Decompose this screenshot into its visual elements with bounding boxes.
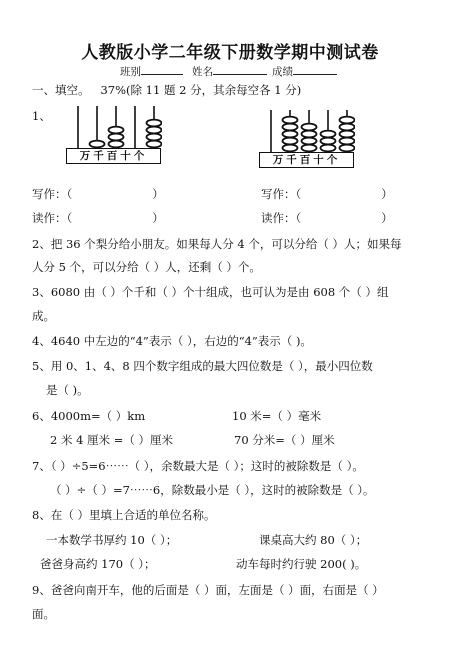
abacus-right xyxy=(259,108,355,170)
abacus-right-bead xyxy=(283,131,298,138)
abacus-right-bead xyxy=(302,124,317,131)
abacus-right-bead xyxy=(302,131,317,138)
section-heading xyxy=(32,82,301,98)
abacus-left-bead xyxy=(147,141,162,148)
abacus-left-bead xyxy=(90,141,105,148)
q5-line1: 5、用 0、1、4、8 四个数字组成的最大四位数是（ ），最小四位数 xyxy=(32,359,373,373)
close-paren: ） xyxy=(152,187,164,201)
abacus-right-bead xyxy=(302,145,317,152)
abacus-left-bead xyxy=(109,141,124,148)
abacus-left-bead xyxy=(147,127,162,134)
abacus-left xyxy=(66,104,162,166)
q1-read-left xyxy=(32,210,164,226)
read-label: 读作：（ xyxy=(261,211,302,225)
section-note: 37%(除 11 题 2 分，其余每空各 1 分) xyxy=(100,83,302,97)
class-field xyxy=(120,63,183,79)
q2-line1: 2、把 36 个梨分给小朋友。如果每人分 4 个，可以分给（ ）人；如果每 xyxy=(32,237,402,251)
abacus-right-labels: 万千百十个 xyxy=(259,152,354,168)
abacus-right-bead xyxy=(340,131,355,138)
class-label: 班别 xyxy=(120,66,141,78)
q8-c: 爸爸身高约 170（ ）； xyxy=(40,557,156,571)
q7-line2: （ ）÷（ ）=7⋯⋯6，除数最小是（ ），这时的被除数是（ ）。 xyxy=(50,483,375,497)
read-label: 读作：（ xyxy=(32,211,73,225)
score-label: 成绩 xyxy=(272,66,293,78)
q8-heading: 8、在（ ）里填上合适的单位名称。 xyxy=(32,508,216,522)
abacus-right-bead xyxy=(340,124,355,131)
q6-d: 70 分米=（ ）厘米 xyxy=(234,433,335,447)
name-blank[interactable] xyxy=(213,63,267,75)
abacus-left-bead xyxy=(109,127,124,134)
name-field xyxy=(192,63,267,79)
close-paren: ） xyxy=(381,211,393,225)
q8-a: 一本数学书厚约 10（ ）； xyxy=(46,533,178,547)
abacus-left-labels: 万千百十个 xyxy=(66,148,161,164)
abacus-right-bead xyxy=(283,138,298,145)
q9-line2: 面。 xyxy=(32,607,55,621)
q6-b: 10 米=（ ）毫米 xyxy=(232,409,322,423)
close-paren: ） xyxy=(381,187,393,201)
q1-write-left xyxy=(32,186,164,202)
class-blank[interactable] xyxy=(141,63,183,75)
q7-line1: 7、（ ）÷5=6⋯⋯（ ），余数最大是（ ）；这时的被除数是（ ）。 xyxy=(32,459,364,473)
q4-line1: 4、4640 中左边的“4”表示（ ），右边的“4”表示（ )。 xyxy=(32,334,312,348)
abacus-right-bead xyxy=(321,138,336,145)
q3-line2: 成。 xyxy=(32,309,55,323)
abacus-right-bead xyxy=(321,145,336,152)
q8-d: 动车每时约行驶 200( )。 xyxy=(236,557,367,571)
abacus-right-bead xyxy=(340,145,355,152)
section-title: 一、填空。 xyxy=(32,83,90,97)
score-blank[interactable] xyxy=(293,63,337,75)
abacus-left-bead xyxy=(147,134,162,141)
q5-line2: 是（ )。 xyxy=(46,383,89,397)
name-label: 姓名 xyxy=(192,66,213,78)
abacus-right-bead xyxy=(283,117,298,124)
q2-line2: 人分 5 个，可以分给（ ）人，还剩（ ）个。 xyxy=(32,260,261,274)
q1-number: 1、 xyxy=(32,109,51,123)
abacus-left-bead xyxy=(109,134,124,141)
q1-write-right xyxy=(261,186,393,202)
abacus-right-bead xyxy=(321,131,336,138)
abacus-right-bead xyxy=(302,138,317,145)
abacus-left-bead xyxy=(147,120,162,127)
q6-c: 2 米 4 厘米 =（ ）厘米 xyxy=(50,433,174,447)
abacus-right-bead xyxy=(283,124,298,131)
abacus-right-bead xyxy=(283,145,298,152)
q3-line1: 3、6080 由（ ）个千和（ ）个十组成，也可认为是由 608 个（ ）组 xyxy=(32,285,389,299)
score-field xyxy=(272,63,337,79)
abacus-right-bead xyxy=(340,117,355,124)
close-paren: ） xyxy=(152,211,164,225)
q8-b: 课桌高大约 80（ ）； xyxy=(259,533,368,547)
q1-read-right xyxy=(261,210,393,226)
write-label: 写作：（ xyxy=(261,187,302,201)
q9-line1: 9、爸爸向南开车，他的后面是（ ）面，左面是（ ）面，右面是（ ） xyxy=(32,583,384,597)
abacus-right-bead xyxy=(340,138,355,145)
q6-a: 6、4000m=（ ）km xyxy=(32,409,146,423)
page-title: 人教版小学二年级下册数学期中测试卷 xyxy=(81,43,379,63)
write-label: 写作：（ xyxy=(32,187,73,201)
